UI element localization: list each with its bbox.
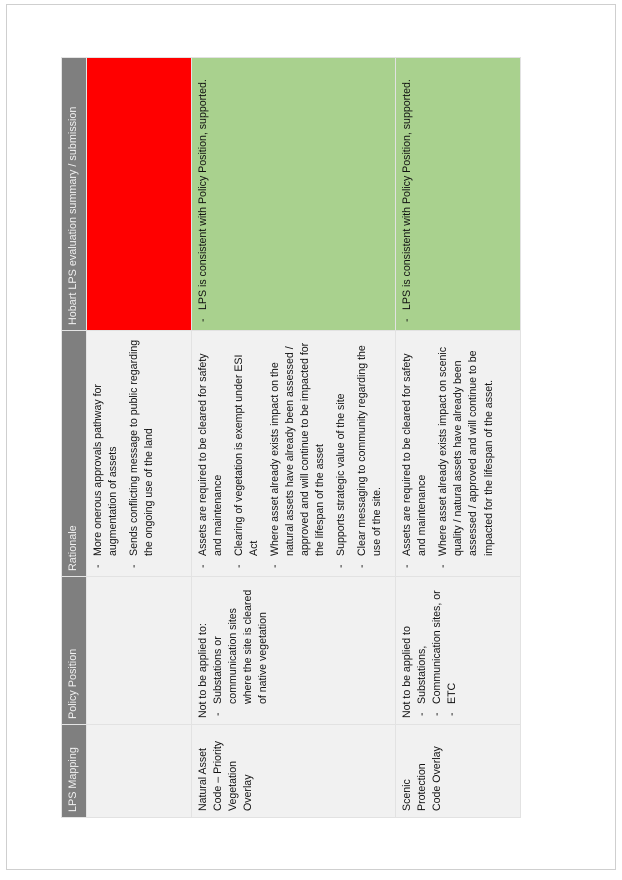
policy-table — [61, 57, 521, 818]
rationale-list — [91, 337, 157, 570]
lps-mapping-line: Code – Priority — [212, 740, 225, 811]
policy-list — [211, 583, 271, 718]
policy-list — [415, 583, 460, 718]
rationale-list — [196, 337, 385, 570]
policy-intro: Not to be applied to — [401, 626, 414, 718]
evaluation-list — [400, 64, 415, 324]
evaluation-cell — [192, 58, 396, 331]
lps-mapping-line: Overlay — [242, 774, 255, 811]
table-row — [87, 58, 192, 818]
lps-mapping-cell — [396, 725, 521, 818]
header-policy-position: Policy Position — [62, 577, 87, 725]
lps-mapping-cell — [87, 725, 192, 818]
evaluation-cell — [396, 58, 521, 331]
evaluation-list — [196, 64, 211, 324]
header-evaluation: Hobart LPS evaluation summary / submission — [62, 58, 87, 331]
header-rationale: Rationale — [62, 331, 87, 577]
policy-item: - Substations or communication sites where the site is cleared of native vegetation — [211, 583, 271, 718]
rationale-item: - Assets are required to be cleared for safety and maintenance — [400, 337, 430, 570]
table-header-row — [62, 58, 87, 818]
lps-mapping-line: Scenic — [401, 779, 414, 811]
rationale-item: - Clearing of vegetation is exempt under ESI Act — [232, 337, 262, 570]
policy-intro: Not to be applied to: — [197, 623, 209, 718]
table-row — [396, 58, 521, 818]
lps-mapping-cell — [192, 725, 396, 818]
policy-position-cell — [192, 577, 396, 725]
rationale-item: - More onerous approvals pathway for augmentation of assets — [91, 337, 121, 570]
rationale-item: - Sends conflicting message to public regarding the ongoing use of the land — [127, 337, 157, 570]
rationale-item: - Supports strategic value of the site — [334, 337, 349, 570]
rationale-item: - Where asset already exists impact on scenic quality / natural assets have already been assessed / approved and will continue to be impacted for the lifespan of the asset. — [436, 337, 496, 570]
lps-mapping-line: Protection — [416, 763, 429, 811]
evaluation-item: - LPS is consistent with Policy Position, supported. — [400, 64, 415, 324]
lps-mapping-line: Vegetation — [227, 760, 240, 811]
policy-item: - ETC — [445, 583, 460, 718]
lps-mapping-line: Code Overlay — [431, 746, 444, 811]
evaluation-item: - LPS is consistent with Policy Position, supported. — [196, 64, 211, 324]
rationale-cell — [87, 331, 192, 577]
rationale-cell — [192, 331, 396, 577]
header-lps-mapping: LPS Mapping — [62, 725, 87, 818]
lps-mapping-line: Natural Asset — [197, 747, 209, 811]
rationale-item: - Assets are required to be cleared for safety and maintenance — [196, 337, 226, 570]
rationale-item: - Clear messaging to community regarding the use of the site. — [355, 337, 385, 570]
rotated-table-container — [61, 58, 495, 818]
policy-position-cell — [87, 577, 192, 725]
rationale-list — [400, 337, 496, 570]
rationale-item: - Where asset already exists impact on the natural assets have already been assessed / approved and will continue to be impacted for the lifespan of the asset — [268, 337, 328, 570]
policy-item: - Substations, — [415, 583, 430, 718]
evaluation-cell — [87, 58, 192, 331]
policy-item: - Communication sites, or — [430, 583, 445, 718]
table-row — [192, 58, 396, 818]
policy-position-cell — [396, 577, 521, 725]
rationale-cell — [396, 331, 521, 577]
